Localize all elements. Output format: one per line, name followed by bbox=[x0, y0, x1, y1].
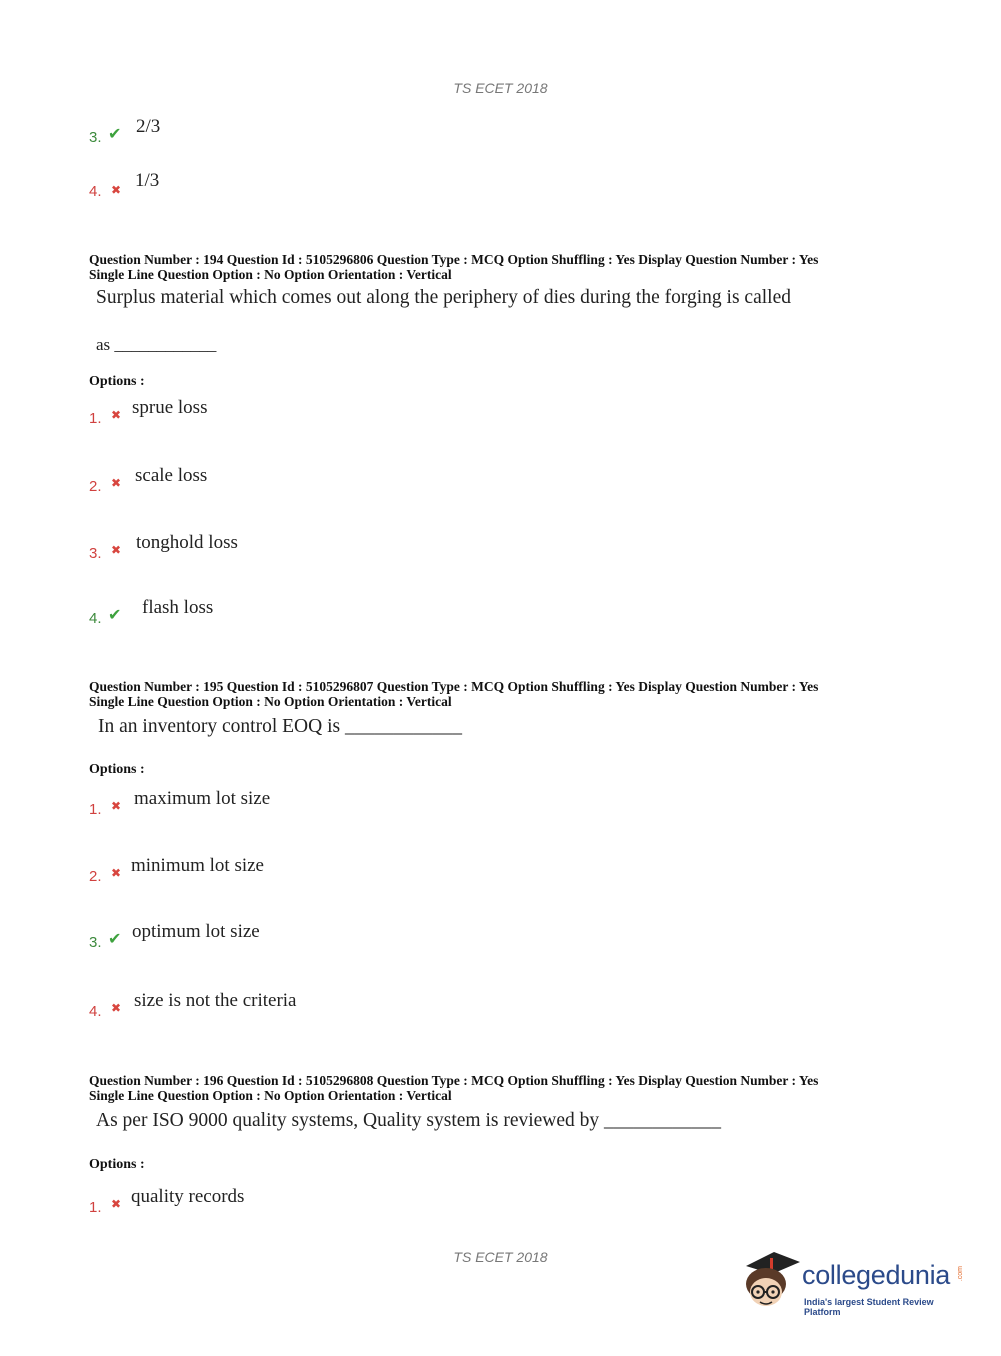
correct-check-icon: ✔ bbox=[108, 124, 122, 143]
correct-check-icon: ✔ bbox=[108, 605, 122, 624]
option-text: maximum lot size bbox=[134, 788, 271, 809]
options-label: Options : bbox=[89, 374, 145, 389]
option-item bbox=[89, 465, 389, 495]
option-item bbox=[89, 990, 389, 1020]
wrong-cross-icon: ✖ bbox=[111, 543, 122, 557]
option-item bbox=[89, 397, 389, 427]
option-text: sprue loss bbox=[132, 397, 208, 418]
option-text: size is not the criteria bbox=[134, 990, 297, 1011]
option-item bbox=[89, 921, 389, 951]
option-text: 1/3 bbox=[135, 170, 160, 191]
brand-tagline: India's largest Student Review Platform bbox=[804, 1297, 934, 1317]
option-text: tonghold loss bbox=[136, 532, 238, 553]
option-number: 4. bbox=[89, 183, 102, 200]
option-text: scale loss bbox=[135, 465, 208, 486]
wrong-cross-icon: ✖ bbox=[111, 476, 122, 490]
option-item bbox=[89, 597, 389, 627]
correct-check-icon: ✔ bbox=[108, 929, 122, 948]
option-text: 2/3 bbox=[136, 116, 161, 137]
option-number: 4. bbox=[89, 1003, 102, 1020]
option-number: 3. bbox=[89, 545, 102, 562]
option-item bbox=[89, 1186, 389, 1216]
question-text: In an inventory control EOQ is ____________ bbox=[98, 716, 462, 737]
option-item bbox=[89, 170, 289, 200]
wrong-cross-icon: ✖ bbox=[111, 408, 122, 422]
wrong-cross-icon: ✖ bbox=[111, 866, 122, 880]
wrong-cross-icon: ✖ bbox=[111, 1001, 122, 1015]
option-number: 1. bbox=[89, 801, 102, 818]
question-meta bbox=[89, 1073, 909, 1103]
options-label: Options : bbox=[89, 1157, 145, 1172]
question-meta-line: Single Line Question Option : No Option Orientation : Vertical bbox=[89, 267, 452, 282]
option-number: 3. bbox=[89, 129, 102, 146]
question-meta bbox=[89, 252, 909, 282]
option-number: 3. bbox=[89, 934, 102, 951]
option-item bbox=[89, 532, 389, 562]
option-text: flash loss bbox=[142, 597, 214, 618]
option-text: minimum lot size bbox=[131, 855, 264, 876]
option-item bbox=[89, 855, 389, 885]
mascot-icon bbox=[742, 1248, 802, 1318]
page-footer: TS ECET 2018 bbox=[453, 1249, 548, 1265]
question-meta-line: Question Number : 195 Question Id : 5105296807 Question Type : MCQ Option Shuffling : Yes Display Question Number : Yes bbox=[89, 679, 819, 694]
option-item bbox=[89, 788, 389, 818]
option-number: 1. bbox=[89, 410, 102, 427]
question-meta-line: Single Line Question Option : No Option Orientation : Vertical bbox=[89, 1088, 452, 1103]
option-number: 2. bbox=[89, 478, 102, 495]
question-meta-line: Question Number : 196 Question Id : 5105296808 Question Type : MCQ Option Shuffling : Yes Display Question Number : Yes bbox=[89, 1073, 819, 1088]
wrong-cross-icon: ✖ bbox=[111, 799, 122, 813]
option-number: 2. bbox=[89, 868, 102, 885]
question-text-continued: as ____________ bbox=[96, 335, 217, 354]
question-meta-line: Single Line Question Option : No Option Orientation : Vertical bbox=[89, 694, 452, 709]
options-label: Options : bbox=[89, 762, 145, 777]
question-meta bbox=[89, 679, 909, 709]
wrong-cross-icon: ✖ bbox=[111, 183, 122, 197]
question-text: As per ISO 9000 quality systems, Quality system is reviewed by ____________ bbox=[96, 1110, 722, 1131]
option-item bbox=[89, 116, 289, 146]
option-number: 4. bbox=[89, 610, 102, 627]
question-meta-line: Question Number : 194 Question Id : 5105296806 Question Type : MCQ Option Shuffling : Yes Display Question Number : Yes bbox=[89, 252, 819, 267]
option-text: quality records bbox=[131, 1186, 245, 1207]
brand-suffix: .com bbox=[957, 1266, 964, 1282]
brand-name: collegedunia bbox=[802, 1260, 951, 1290]
question-text: Surplus material which comes out along the periphery of dies during the forging is called bbox=[96, 287, 791, 308]
option-number: 1. bbox=[89, 1199, 102, 1216]
collegedunia-logo bbox=[742, 1248, 972, 1318]
page-header: TS ECET 2018 bbox=[453, 80, 548, 96]
option-text: optimum lot size bbox=[132, 921, 260, 942]
wrong-cross-icon: ✖ bbox=[111, 1197, 122, 1211]
